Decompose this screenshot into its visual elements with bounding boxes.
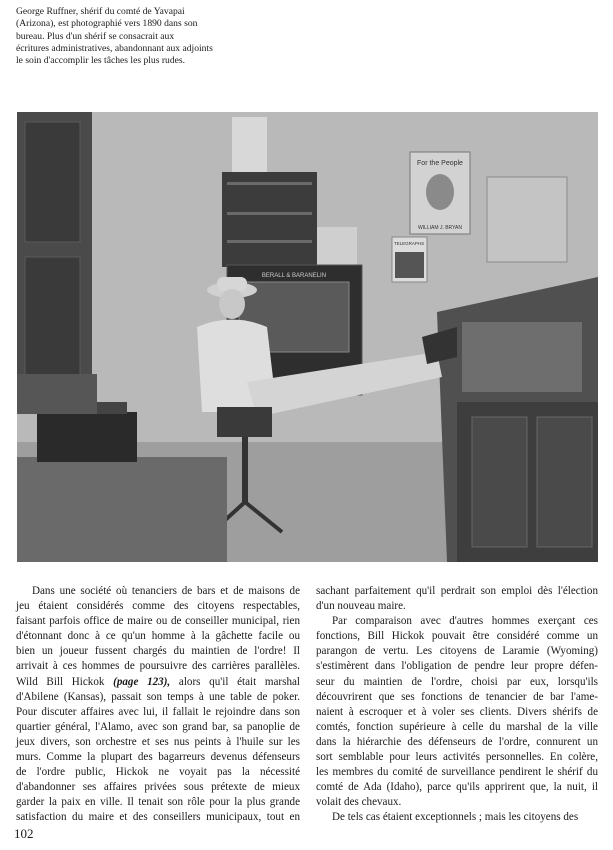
body-line: comté de Ada (Idaho), parce qu'ils apprirent que, la nuit, il <box>316 781 598 794</box>
body-line: garder la paix en ville. Il tenait son rôle pour la plus grande <box>16 796 300 809</box>
body-line: les membres du comité de surveillance pendirent le shérif du <box>316 766 598 779</box>
body-line: comtés, fonction supérieure à celle du marshal de la ville <box>316 720 598 733</box>
poster-title: For the People <box>417 160 463 167</box>
body-line-with-reference <box>16 675 300 690</box>
body-line: murs. Comme la plupart des bagarreurs devenus défenseurs <box>16 751 300 764</box>
caption-line: George Ruffner, shérif du comté de Yavapai <box>16 6 185 17</box>
safe-label: BERALL & BARANELIN <box>261 273 327 279</box>
body-line: parangon de vertu. Les citoyens de Laramie (Wyoming) <box>316 645 598 658</box>
body-line: quartier général, l'Alamo, avec son grand bar, sa panoplie de <box>16 720 300 733</box>
calendar-label: TELEGRAPHS <box>393 241 425 246</box>
body-line-part: Wild Bill Hickok <box>16 675 105 688</box>
body-line: De tels cas étaient exceptionnels ; mais les citoyens des <box>332 811 579 824</box>
sheriff-office-photograph <box>17 112 598 562</box>
body-line: jeux divers, son orchestre et ses nus peints à l'huile sur les <box>16 735 300 748</box>
body-line: fonctions, Bill Hickok pouvait être considéré comme un <box>316 630 598 643</box>
page-reference-link[interactable]: (page 123), <box>113 675 171 688</box>
body-line: arrivait à ces hommes de poursuivre des carrières parallèles. <box>16 660 300 673</box>
body-line: d'Abilene (Kansas), passait son temps à une table de poker. <box>16 690 300 703</box>
body-line: Dans une société où tenanciers de bars et de maisons de <box>32 585 300 597</box>
body-line: sort semblable pour leurs activités personnelles. En colère, <box>316 751 598 764</box>
body-line: Par comparaison avec d'autres hommes exerçant ces <box>332 615 598 628</box>
body-line: volait des chevaux. <box>316 796 402 809</box>
body-line: de l'ordre public, Hickok ne voyait pas la nécessité <box>16 766 300 779</box>
body-line-part: alors qu'il était marshal <box>178 675 300 688</box>
body-line: sachant parfaitement qu'il perdrait son emploi dès l'élection <box>316 585 598 597</box>
body-line: bien un joueur fussent chargés du maintien de l'ordre! Il <box>16 645 300 658</box>
body-line: naient à escroquer et à voler ses clients. Divers shérifs de <box>316 705 598 718</box>
body-line: jeu étaient considérés comme des citoyens respectables, <box>16 600 300 613</box>
body-line: d'étonnant donc à ce qu'un homme à la gâchette facile ou <box>16 630 300 643</box>
poster-name: WILLIAM J. BRYAN <box>418 225 462 231</box>
body-line: d'un nouveau maire. <box>316 600 406 613</box>
body-line: Pour discuter affaires avec lui, il fallait le rejoindre dans son <box>16 705 300 718</box>
caption-line: (Arizona), est photographié vers 1890 dans son <box>16 18 198 30</box>
body-line: s'estimèrent dans l'obligation de pendre leur propre défen- <box>316 660 598 673</box>
body-column-left <box>16 584 300 826</box>
caption-line: bureau. Plus d'un shérif se consacrait aux <box>16 30 175 42</box>
body-line: seur du maintien de l'ordre, choisi par eux, lorsqu'ils <box>316 675 598 688</box>
body-line: satisfaction du maire et des conseillers municipaux, tout en <box>16 811 300 824</box>
body-column-right <box>316 584 598 826</box>
body-line: découvrirent que ses fonctions de tenancier de bar l'ame- <box>316 690 598 703</box>
body-line: faisant parfois office de maire ou de conseiller municipal, rien <box>16 615 300 628</box>
photo-caption <box>16 6 276 67</box>
photograph-illustration <box>17 112 598 562</box>
body-line: dans la hiérarchie des défenseurs de l'ordre, connurent un <box>316 735 598 748</box>
caption-line: le soin d'accomplir les tâches les plus rudes. <box>16 55 186 67</box>
body-line: d'abandonner ses affaires privées sous prétexte de mieux <box>16 781 300 794</box>
caption-line: écritures administratives, abandonnant aux adjoints <box>16 42 213 54</box>
page-number: 102 <box>14 826 34 841</box>
